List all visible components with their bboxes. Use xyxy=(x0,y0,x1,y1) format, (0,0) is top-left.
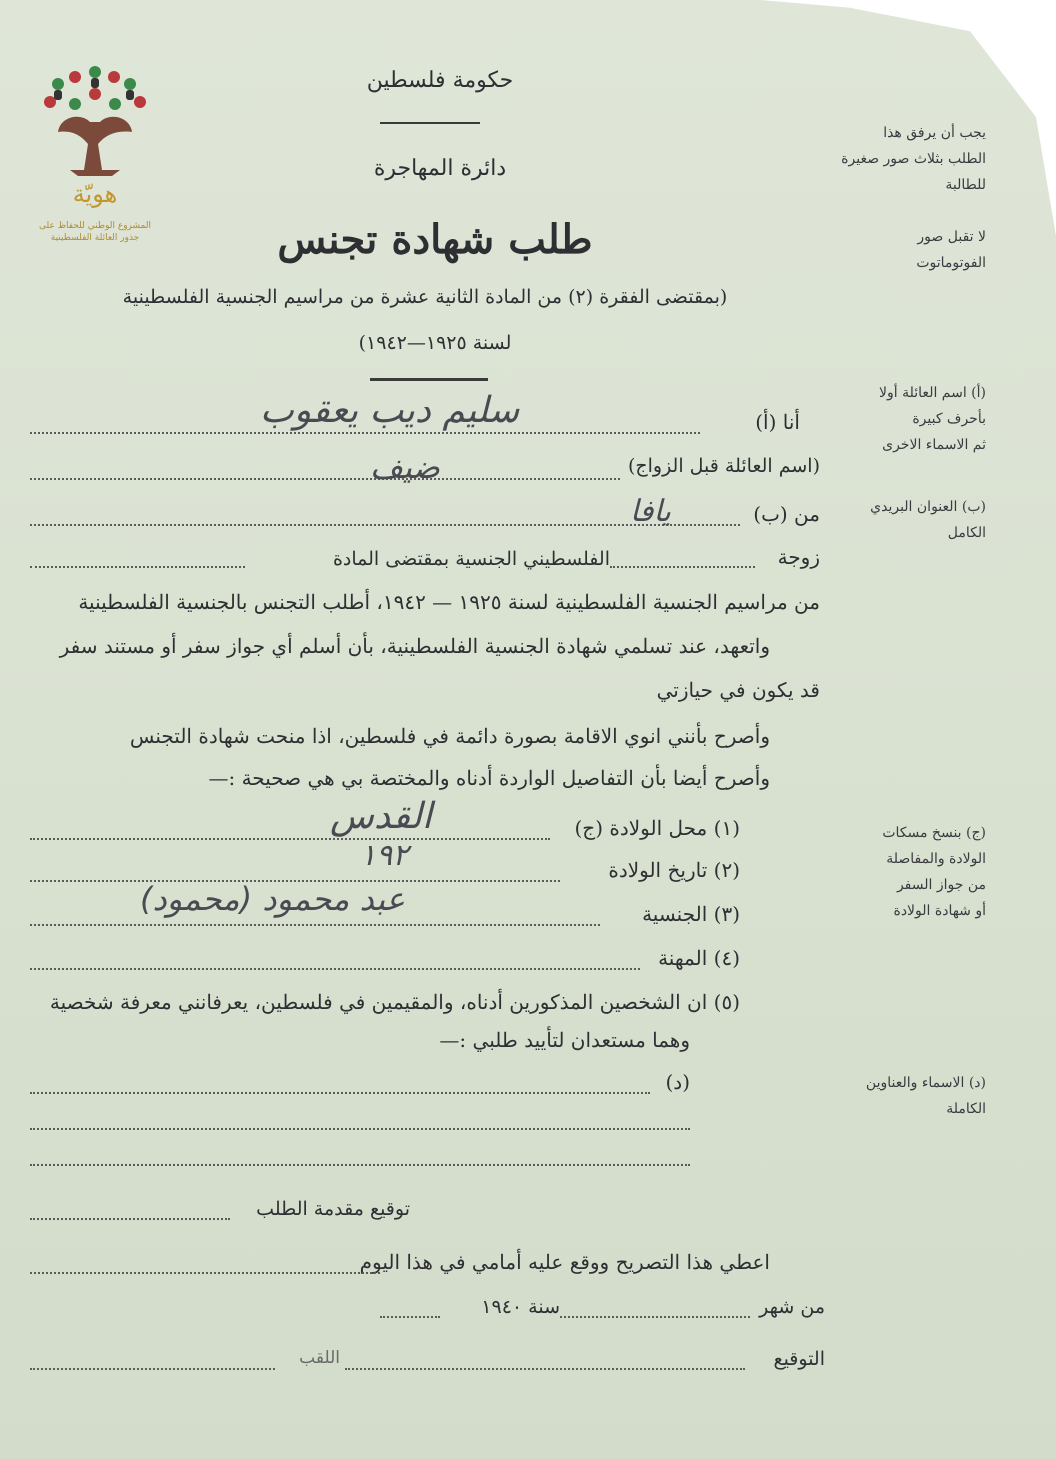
field-line-husband[interactable] xyxy=(610,566,755,568)
field-line-applicant-signature[interactable] xyxy=(30,1218,230,1220)
field-line-maiden[interactable] xyxy=(30,478,620,480)
field-line-referee-1[interactable] xyxy=(30,1092,650,1094)
label-birthdate: (٢) تاريخ الولادة xyxy=(608,858,740,882)
form-subtitle-2: لسنة ١٩٢٥—١٩٤٢) xyxy=(358,332,512,354)
field-line-day[interactable] xyxy=(30,1272,380,1274)
label-signature: التوقيع xyxy=(773,1348,825,1370)
field-line-month[interactable] xyxy=(560,1316,750,1318)
subtitle-rule xyxy=(370,378,488,381)
label-wife: زوجة xyxy=(777,545,820,569)
logo-name: هويّة xyxy=(72,180,118,208)
side-note-b: (ب) العنوان البريدي الكامل xyxy=(870,499,986,541)
field-line-title[interactable] xyxy=(30,1368,275,1370)
label-nationality: (٣) الجنسية xyxy=(642,902,740,926)
department-heading: دائرة المهاجرة xyxy=(373,156,507,181)
label-d: (د) xyxy=(665,1070,690,1094)
label-referees: (٥) ان الشخصين المذكورين أدناه، والمقيمين في فلسطين، يعرفانني معرفة شخصية xyxy=(49,990,740,1014)
handwritten-from: يافا xyxy=(630,494,671,529)
field-line-birthplace[interactable] xyxy=(30,838,550,840)
field-line-referee-2[interactable] xyxy=(30,1128,690,1130)
handwritten-maiden: ضيف xyxy=(370,448,440,486)
field-line-nationality[interactable] xyxy=(30,924,600,926)
field-line-referee-3[interactable] xyxy=(30,1164,690,1166)
label-declaration: اعطي هذا التصريح ووقع عليه أمامي في هذا اليوم xyxy=(359,1250,770,1274)
field-line-signature[interactable] xyxy=(345,1368,745,1370)
field-line-occupation[interactable] xyxy=(30,968,640,970)
label-year: سنة ١٩٤٠ xyxy=(481,1296,560,1318)
handwritten-nationality: عبد محمود (محمود) xyxy=(140,880,406,918)
paragraph-declaration: وأصرح أيضا بأن التفاصيل الواردة أدناه والمختصة بي هي صحيحة :— xyxy=(208,766,770,790)
field-line-article[interactable] xyxy=(30,566,245,568)
handwritten-name: سليم ديب يعقوب xyxy=(260,390,520,431)
header-rule xyxy=(380,122,480,124)
government-heading: حكومة فلسطين xyxy=(366,68,514,93)
handwritten-birthyear: ١٩٢ xyxy=(360,838,409,873)
label-title: اللقب xyxy=(299,1348,340,1368)
side-note-d: (د) الاسماء والعناوين الكاملة xyxy=(865,1075,986,1117)
paragraph-request: من مراسيم الجنسية الفلسطينية لسنة ١٩٢٥ — ١٩٤٢، أطلب التجنس بالجنسية الفلسطينية xyxy=(78,590,820,614)
paragraph-possession: قد يكون في حيازتي xyxy=(656,678,820,702)
form-title: طلب شهادة تجنس xyxy=(277,216,593,263)
label-ana: أنا (أ) xyxy=(755,410,800,434)
field-line-year[interactable] xyxy=(380,1316,440,1318)
label-from: من (ب) xyxy=(753,502,820,526)
label-referees-ready: وهما مستعدان لتأييد طلبي :— xyxy=(439,1028,690,1052)
side-note-photos: يجب أن يرفق هذا الطلب بثلاث صور صغيرة للطالبة xyxy=(841,125,986,193)
label-wife-clause: الفلسطيني الجنسية بمقتضى المادة xyxy=(332,548,610,570)
form-subtitle-1: (بمقتضى الفقرة (٢) من المادة الثانية عشرة من مراسيم الجنسية الفلسطينية xyxy=(122,286,728,308)
handwritten-birthplace: القدس xyxy=(330,796,433,837)
paragraph-undertaking: واتعهد، عند تسلمي شهادة الجنسية الفلسطينية، بأن أسلم أي جواز سفر أو مستند سفر xyxy=(59,634,770,658)
label-occupation: (٤) المهنة xyxy=(658,946,740,970)
label-birthplace: (١) محل الولادة (ج) xyxy=(574,816,740,840)
label-maiden: (اسم العائلة قبل الزواج) xyxy=(627,455,820,477)
field-line-name[interactable] xyxy=(30,432,700,434)
label-month: من شهر xyxy=(759,1296,825,1318)
paragraph-residence: وأصرح بأنني انوي الاقامة بصورة دائمة في فلسطين، اذا منحت شهادة التجنس xyxy=(129,724,770,748)
side-note-photostat: لا تقبل صور الفوتوماتوت xyxy=(916,229,986,271)
label-applicant-signature: توقيع مقدمة الطلب xyxy=(256,1198,410,1220)
logo-tagline: المشروع الوطني للحفاظ على جذور العائلة الفلسطينية xyxy=(38,221,151,243)
side-note-c: (ج) بنسخ مسكات الولادة والمفاصلة من جواز السفر أو شهادة الولادة xyxy=(882,825,986,919)
side-note-a: (أ) اسم العائلة أولا بأحرف كبيرة ثم الاسماء الاخرى xyxy=(879,385,986,453)
